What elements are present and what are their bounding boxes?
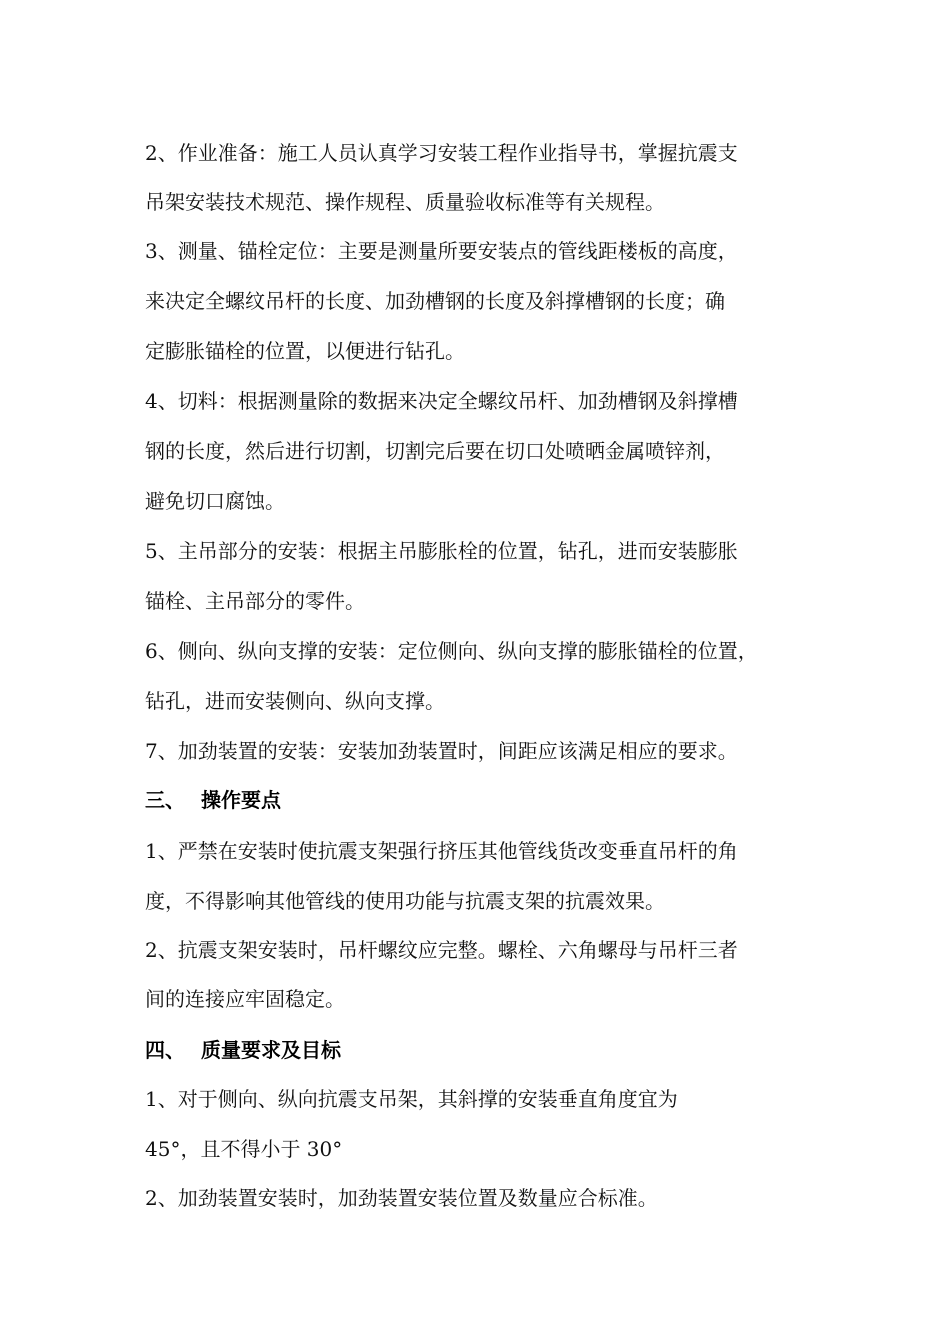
paragraph-line: 7、加劲装置的安装：安装加劲装置时，间距应该满足相应的要求。: [145, 739, 738, 763]
section-title: 质量要求及目标: [201, 1038, 341, 1062]
paragraph-line: 避免切口腐蚀。: [145, 489, 285, 513]
section-heading-3: [145, 787, 281, 813]
paragraph-line: 2、作业准备：施工人员认真学习安装工程作业指导书，掌握抗震支: [145, 141, 738, 165]
paragraph-line: 3、测量、锚栓定位：主要是测量所要安装点的管线距楼板的高度，: [145, 239, 738, 263]
section-heading-4: [145, 1037, 341, 1063]
paragraph-line: 5、主吊部分的安装：根据主吊膨胀栓的位置，钻孔，进而安装膨胀: [145, 539, 738, 563]
paragraph-line: 锚栓、主吊部分的零件。: [145, 589, 365, 613]
paragraph-line: 6、侧向、纵向支撑的安装：定位侧向、纵向支撑的膨胀锚栓的位置，: [145, 639, 758, 663]
paragraph-line: 吊架安装技术规范、操作规程、质量验收标准等有关规程。: [145, 190, 665, 214]
paragraph-line: 钻孔，进而安装侧向、纵向支撑。: [145, 689, 445, 713]
paragraph-line: 度，不得影响其他管线的使用功能与抗震支架的抗震效果。: [145, 889, 665, 913]
section-number: 三、: [145, 788, 185, 812]
paragraph-line: 4、切料：根据测量除的数据来决定全螺纹吊杆、加劲槽钢及斜撑槽: [145, 389, 738, 413]
paragraph-line: 来决定全螺纹吊杆的长度、加劲槽钢的长度及斜撑槽钢的长度；确: [145, 289, 725, 313]
paragraph-line: 1、严禁在安装时使抗震支架强行挤压其他管线货改变垂直吊杆的角: [145, 839, 738, 863]
paragraph-line: 2、抗震支架安装时，吊杆螺纹应完整。螺栓、六角螺母与吊杆三者: [145, 938, 738, 962]
paragraph-line: 2、加劲装置安装时，加劲装置安装位置及数量应合标准。: [145, 1186, 658, 1210]
paragraph-line: 定膨胀锚栓的位置，以便进行钻孔。: [145, 339, 465, 363]
paragraph-line: 钢的长度，然后进行切割，切割完后要在切口处喷晒金属喷锌剂，: [145, 439, 725, 463]
paragraph-line: 1、对于侧向、纵向抗震支吊架，其斜撑的安装垂直角度宜为: [145, 1087, 678, 1111]
section-number: 四、: [145, 1038, 185, 1062]
section-title: 操作要点: [201, 788, 281, 812]
paragraph-line: 45°，且不得小于 30°: [145, 1137, 343, 1161]
paragraph-line: 间的连接应牢固稳定。: [145, 987, 345, 1011]
